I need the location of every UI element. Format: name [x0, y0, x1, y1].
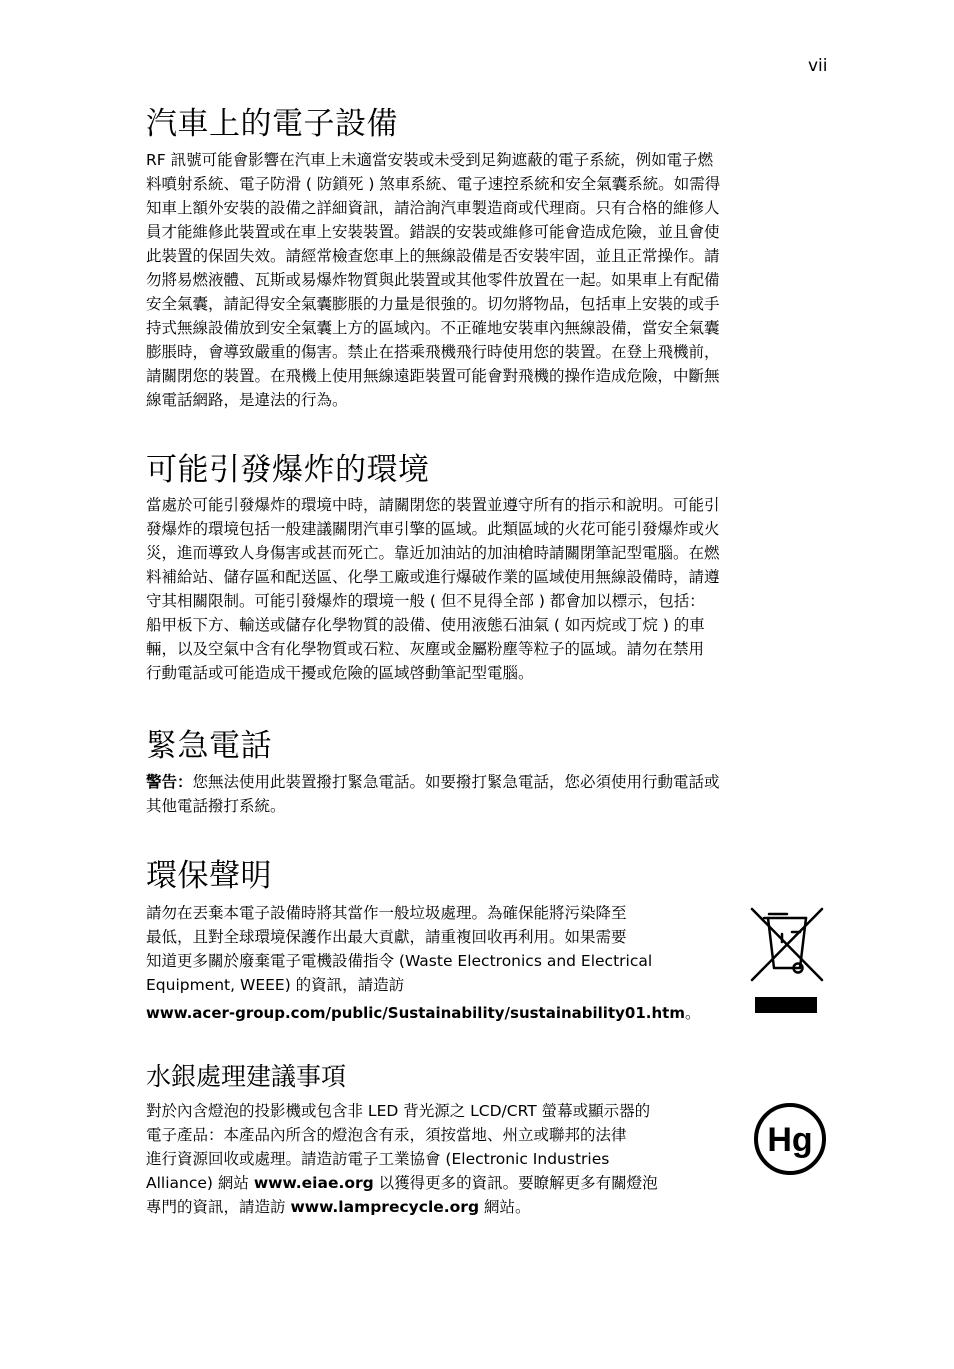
- text-line: 料噴射系統、電子防滑 ( 防鎖死 ) 煞車系統、電子速控系統和安全氣囊系統。如需得: [146, 175, 721, 193]
- text-line: 行動電話或可能造成干擾或危險的區域啓動筆記型電腦。: [146, 664, 534, 682]
- text-line: [146, 1195, 736, 1219]
- vehicle-paragraph: [146, 148, 830, 412]
- text-part: 以獲得更多的資訊。要瞭解更多有關燈泡: [373, 1174, 658, 1192]
- hg-symbol: Hg: [767, 1121, 813, 1159]
- weee-link[interactable]: www.acer-group.com/public/Sustainability/sustainability01.htm: [146, 1004, 685, 1022]
- text-line: 線電話網路，是違法的行為。: [146, 391, 348, 409]
- text-suffix: 。: [684, 1004, 701, 1022]
- explosive-paragraph: [146, 493, 830, 685]
- text-line: Equipment, WEEE) 的資訊，請造訪: [146, 976, 405, 994]
- text-line: 料補給站、儲存區和配送區、化學工廠或進行爆破作業的區域使用無線設備時，請遵: [146, 568, 720, 586]
- section-title-environment: 環保聲明: [146, 858, 272, 894]
- text-line: [146, 1001, 736, 1025]
- text-line: 知車上額外安裝的設備之詳細資訊，請洽詢汽車製造商或代理商。只有合格的維修人: [146, 199, 720, 217]
- text-line: 其他電話撥打系統。: [146, 797, 286, 815]
- text-line: 最低，且對全球環境保護作出最大貢獻，請重複回收再利用。如果需要: [146, 928, 627, 946]
- emergency-paragraph: [146, 770, 830, 818]
- text-line: 發爆炸的環境包括一般建議關閉汽車引擎的區域。此類區域的火花可能引發爆炸或火: [146, 520, 720, 538]
- text-line: 請勿在丟棄本電子設備時將其當作一般垃圾處理。為確保能將污染降至: [146, 904, 627, 922]
- text-line: 請關閉您的裝置。在飛機上使用無線遠距裝置可能會對飛機的操作造成危險，中斷無: [146, 367, 720, 385]
- text-line: 膨脹時，會導致嚴重的傷害。禁止在搭乘飛機飛行時使用您的裝置。在登上飛機前，: [146, 343, 720, 361]
- text-line: 安全氣囊，請記得安全氣囊膨脹的力量是很強的。切勿將物品，包括車上安裝的或手: [146, 295, 720, 313]
- section-title-explosive: 可能引發爆炸的環境: [146, 452, 430, 488]
- lamprecycle-link[interactable]: www.lamprecycle.org: [290, 1198, 480, 1216]
- section-title-vehicle: 汽車上的電子設備: [146, 106, 398, 142]
- text-line: 勿將易燃液體、瓦斯或易爆炸物質與此裝置或其他零件放置在一起。如果車上有配備: [146, 271, 720, 289]
- text-line: 電子產品：本產品內所含的燈泡含有汞，須按當地、州立或聯邦的法律: [146, 1126, 627, 1144]
- text-line: 守其相關限制。可能引發爆炸的環境一般 ( 但不見得全部 ) 都會加以標示，包括：: [146, 592, 705, 610]
- text-line: 進行資源回收或處理。請造訪電子工業協會 (Electronic Industries: [146, 1150, 610, 1168]
- text-line: 此裝置的保固失效。請經常檢查您車上的無線設備是否安裝牢固，並且正常操作。請: [146, 247, 720, 265]
- text-line: 災，進而導致人身傷害或甚而死亡。靠近加油站的加油槍時請關閉筆記型電腦。在燃: [146, 544, 720, 562]
- text-part: 網站。: [479, 1198, 531, 1216]
- text-line: 當處於可能引發爆炸的環境中時，請關閉您的裝置並遵守所有的指示和說明。可能引: [146, 496, 720, 514]
- mercury-hg-icon: [752, 1101, 828, 1177]
- warning-label: 警告：: [146, 773, 193, 791]
- section-title-emergency: 緊急電話: [146, 728, 272, 764]
- text-part: 專門的資訊，請造訪: [146, 1198, 291, 1216]
- text-line: 員才能維修此裝置或在車上安裝裝置。錯誤的安裝或維修可能會造成危險，並且會使: [146, 223, 720, 241]
- text-line: [146, 1171, 736, 1195]
- text-part: Alliance) 網站: [146, 1174, 254, 1192]
- mercury-paragraph: [146, 1099, 736, 1219]
- text-line: 船甲板下方、輸送或儲存化學物質的設備、使用液態石油氣 ( 如丙烷或丁烷 ) 的車: [146, 616, 705, 634]
- warning-text: 您無法使用此裝置撥打緊急電話。如要撥打緊急電話，您必須使用行動電話或: [192, 773, 720, 791]
- text-line: 知道更多關於廢棄電子電機設備指令 (Waste Electronics and Electrical: [146, 952, 653, 970]
- environment-paragraph: [146, 901, 736, 1025]
- text-line: RF 訊號可能會影響在汽車上未適當安裝或未受到足夠遮蔽的電子系統，例如電子燃: [146, 151, 714, 169]
- text-line: 持式無線設備放到安全氣囊上方的區域內。不正確地安裝車內無線設備，當安全氣囊: [146, 319, 720, 337]
- weee-crossed-bin-icon: [748, 904, 826, 1016]
- text-line: 對於內含燈泡的投影機或包含非 LED 背光源之 LCD/CRT 螢幕或顯示器的: [146, 1102, 651, 1120]
- page-number: vii: [808, 56, 828, 76]
- text-line: [146, 770, 830, 794]
- text-line: 輛，以及空氣中含有化學物質或石粒、灰塵或金屬粉塵等粒子的區域。請勿在禁用: [146, 640, 705, 658]
- section-title-mercury: 水銀處理建議事項: [146, 1062, 347, 1091]
- eiae-link[interactable]: www.eiae.org: [253, 1174, 374, 1192]
